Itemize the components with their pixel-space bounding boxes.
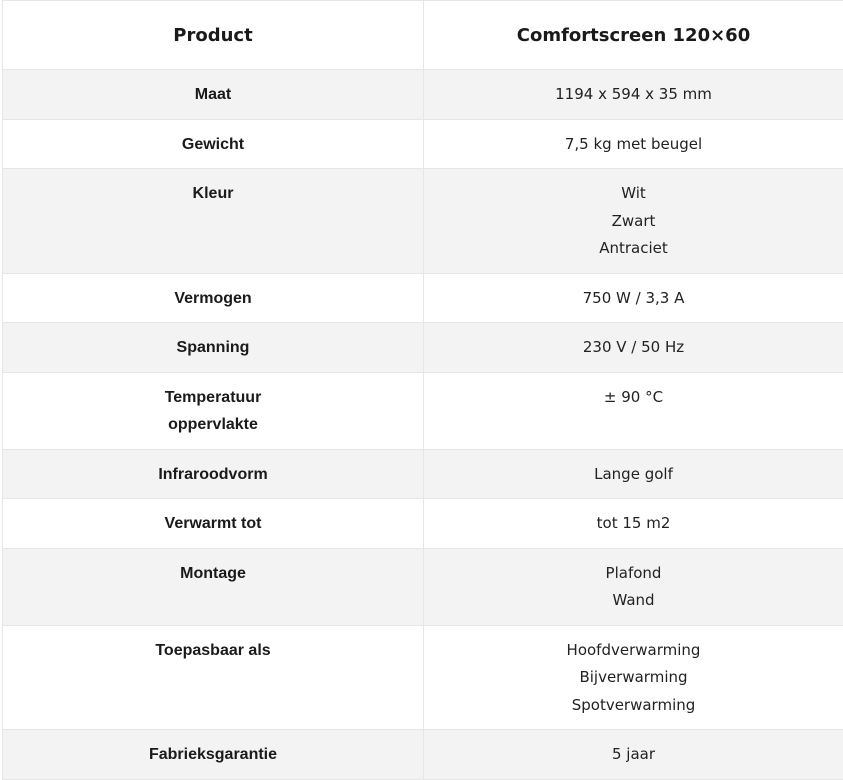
spec-label-text: Gewicht (181, 135, 245, 153)
spec-value (424, 730, 843, 780)
table-row (3, 625, 843, 730)
spec-value-line: Hoofdverwarming (566, 640, 701, 659)
table-row (3, 273, 843, 323)
spec-value (424, 323, 843, 373)
table-body (3, 70, 843, 780)
spec-label (3, 499, 424, 549)
header-product-name: Comfortscreen 120×60 (424, 1, 843, 70)
spec-label (3, 119, 424, 169)
spec-label-text: Verwarmt tot (164, 515, 262, 532)
spec-label (3, 273, 424, 323)
spec-value (424, 169, 843, 274)
spec-value-line: ± 90 °C (603, 387, 664, 406)
spec-value-line: Plafond (605, 563, 662, 582)
spec-label-text: Fabrieksgarantie (148, 746, 278, 763)
spec-value-line: 7,5 kg met beugel (564, 134, 703, 153)
spec-value-line: 230 V / 50 Hz (582, 338, 685, 356)
spec-value (424, 119, 843, 169)
spec-label-text: Kleur (192, 185, 234, 202)
spec-label-text: Vermogen (174, 289, 252, 307)
spec-value-line: Bijverwarming (579, 668, 688, 686)
table-row (3, 70, 843, 120)
spec-value (424, 449, 843, 499)
spec-label (3, 70, 424, 120)
header-product: Product (3, 1, 424, 70)
spec-value-line: Wit (621, 184, 646, 202)
table-row (3, 730, 843, 780)
table-header-row (3, 1, 843, 70)
spec-label-text: Maat (194, 86, 232, 103)
spec-label (3, 548, 424, 625)
spec-label (3, 323, 424, 373)
spec-label (3, 372, 424, 449)
table-row (3, 548, 843, 625)
spec-label (3, 169, 424, 274)
spec-value-line: 5 jaar (611, 745, 656, 763)
product-spec-table (2, 0, 843, 780)
spec-label (3, 449, 424, 499)
spec-value (424, 372, 843, 449)
spec-value-line: 1194 x 594 x 35 mm (555, 85, 712, 103)
table-row (3, 372, 843, 449)
spec-label (3, 625, 424, 730)
spec-value (424, 499, 843, 549)
table-row (3, 323, 843, 373)
spec-value-line: 750 W / 3,3 A (582, 288, 685, 307)
spec-value-line: tot 15 m2 (596, 514, 671, 532)
spec-value-line: Wand (612, 591, 655, 609)
spec-value (424, 625, 843, 730)
spec-value-line: Lange golf (594, 464, 673, 483)
spec-label (3, 730, 424, 780)
spec-value (424, 273, 843, 323)
spec-value (424, 70, 843, 120)
spec-label-text: Spanning (176, 339, 250, 356)
spec-value-line: Spotverwarming (571, 695, 696, 714)
spec-label-text: Temperatuur oppervlakte (164, 388, 262, 433)
table-row (3, 449, 843, 499)
table-row (3, 169, 843, 274)
table-row (3, 119, 843, 169)
spec-value (424, 548, 843, 625)
spec-value-line: Zwart (611, 211, 656, 230)
spec-label-text: Infraroodvorm (158, 465, 268, 483)
spec-label-text: Toepasbaar als (155, 641, 271, 659)
spec-value-line: Antraciet (599, 239, 668, 257)
table-row (3, 499, 843, 549)
spec-label-text: Montage (180, 564, 246, 582)
